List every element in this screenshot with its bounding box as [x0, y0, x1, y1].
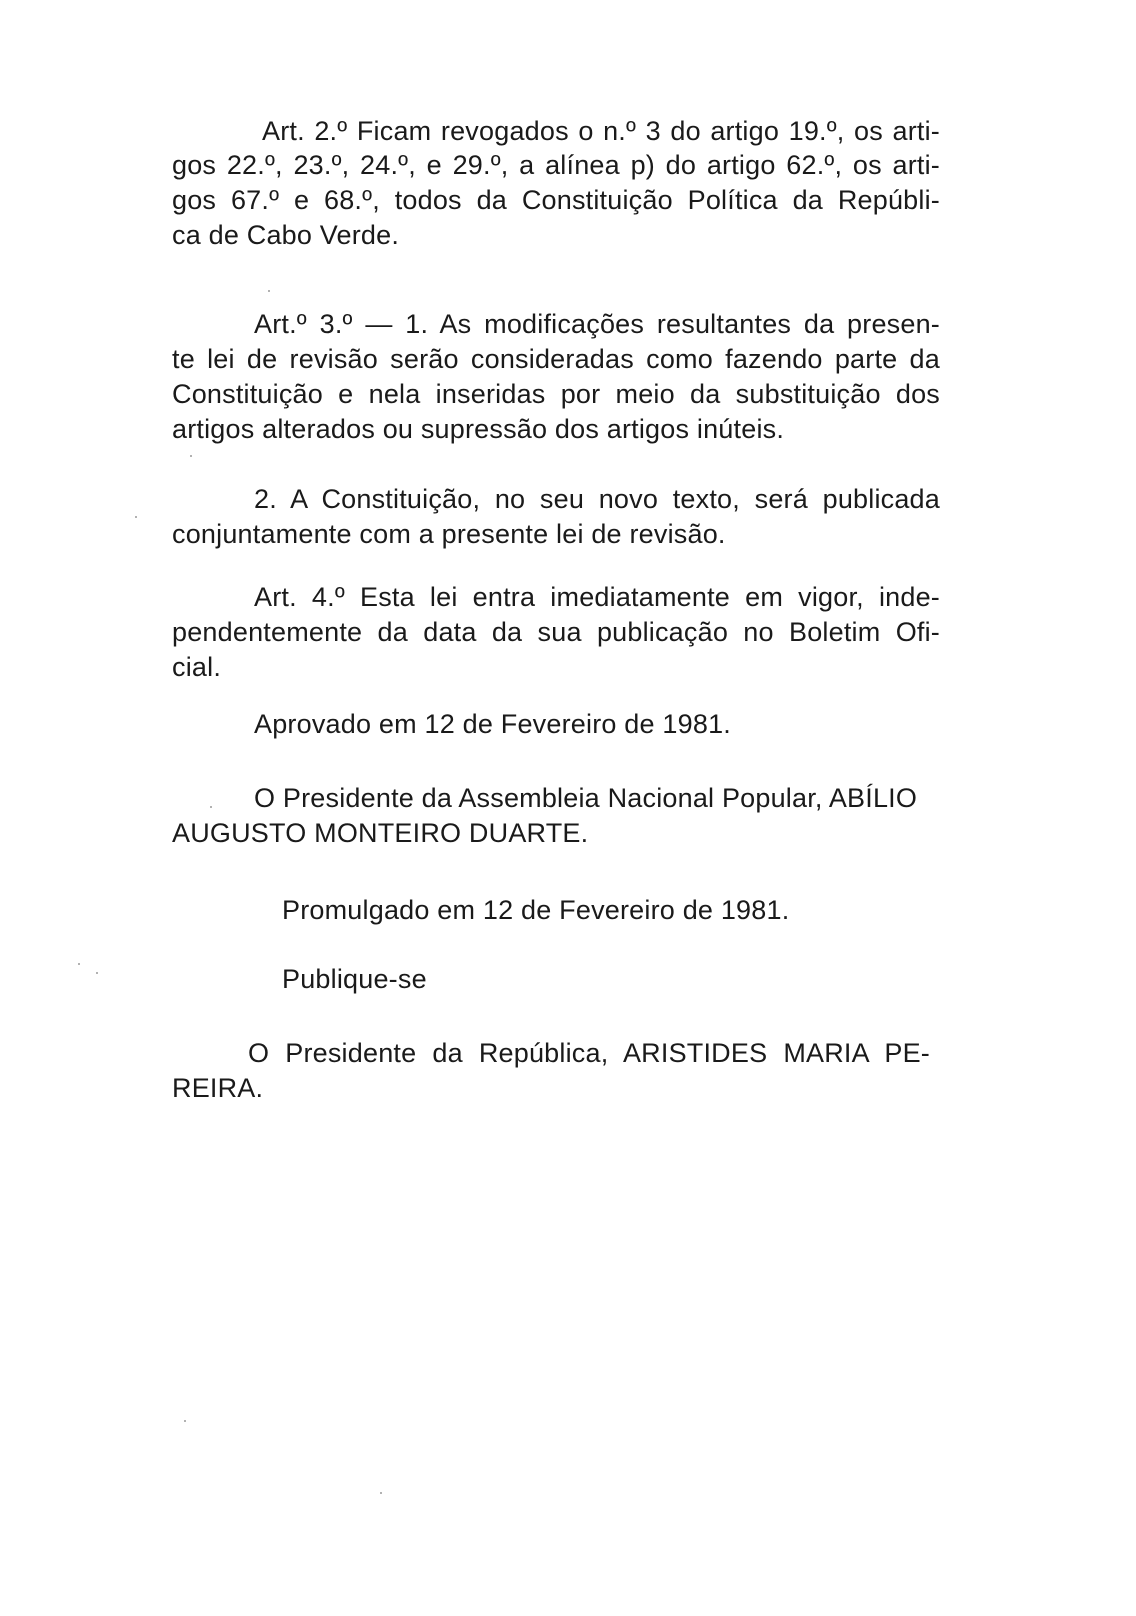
- scan-speck: [268, 290, 270, 292]
- scan-speck: [190, 455, 192, 457]
- art4-line-3: cial.: [172, 652, 222, 682]
- scan-speck: [96, 972, 98, 974]
- art3-item1-line-3: Constituição e nela inseridas por meio da substituição dos: [172, 379, 940, 409]
- art2-line-1: Art. 2.º Ficam revogados o n.º 3 do artigo 19.º, os arti-: [262, 116, 940, 146]
- art4-line-1: Art. 4.º Esta lei entra imediatamente em vigor, inde-: [254, 582, 940, 612]
- art2-line-2: gos 22.º, 23.º, 24.º, e 29.º, a alínea p) do artigo 62.º, os arti-: [172, 150, 940, 180]
- art2-line-3: gos 67.º e 68.º, todos da Constituição Política da Repúbli-: [172, 185, 940, 215]
- art3-item1-line-2: te lei de revisão serão consideradas como fazendo parte da: [172, 344, 940, 374]
- scan-speck: [78, 963, 80, 965]
- scan-speck: [184, 1420, 186, 1422]
- art3-item1-line-4: artigos alterados ou supressão dos artigos inúteis.: [172, 414, 785, 444]
- scan-speck: [210, 806, 212, 808]
- republic-president-line-2: REIRA.: [172, 1073, 264, 1103]
- publish-order: Publique-se: [282, 964, 427, 994]
- art3-item2-line-1: 2. A Constituição, no seu novo texto, será publicada: [254, 484, 940, 514]
- assembly-president-line-2: AUGUSTO MONTEIRO DUARTE.: [172, 818, 589, 848]
- approval-date: Aprovado em 12 de Fevereiro de 1981.: [254, 709, 731, 739]
- art4-line-2: pendentemente da data da sua publicação no Boletim Ofi-: [172, 617, 940, 647]
- art3-item2-line-2: conjuntamente com a presente lei de revisão.: [172, 519, 726, 549]
- promulgation-date: Promulgado em 12 de Fevereiro de 1981.: [282, 895, 790, 925]
- art2-line-4: ca de Cabo Verde.: [172, 220, 400, 250]
- republic-president-line-1: O Presidente da República, ARISTIDES MARIA PE-: [248, 1038, 930, 1068]
- scan-speck: [380, 1492, 382, 1494]
- scan-speck: [135, 516, 137, 518]
- art3-item1-line-1: Art.º 3.º — 1. As modificações resultantes da presen-: [254, 309, 940, 339]
- assembly-president-line-1: O Presidente da Assembleia Nacional Popular, ABÍLIO: [254, 783, 918, 813]
